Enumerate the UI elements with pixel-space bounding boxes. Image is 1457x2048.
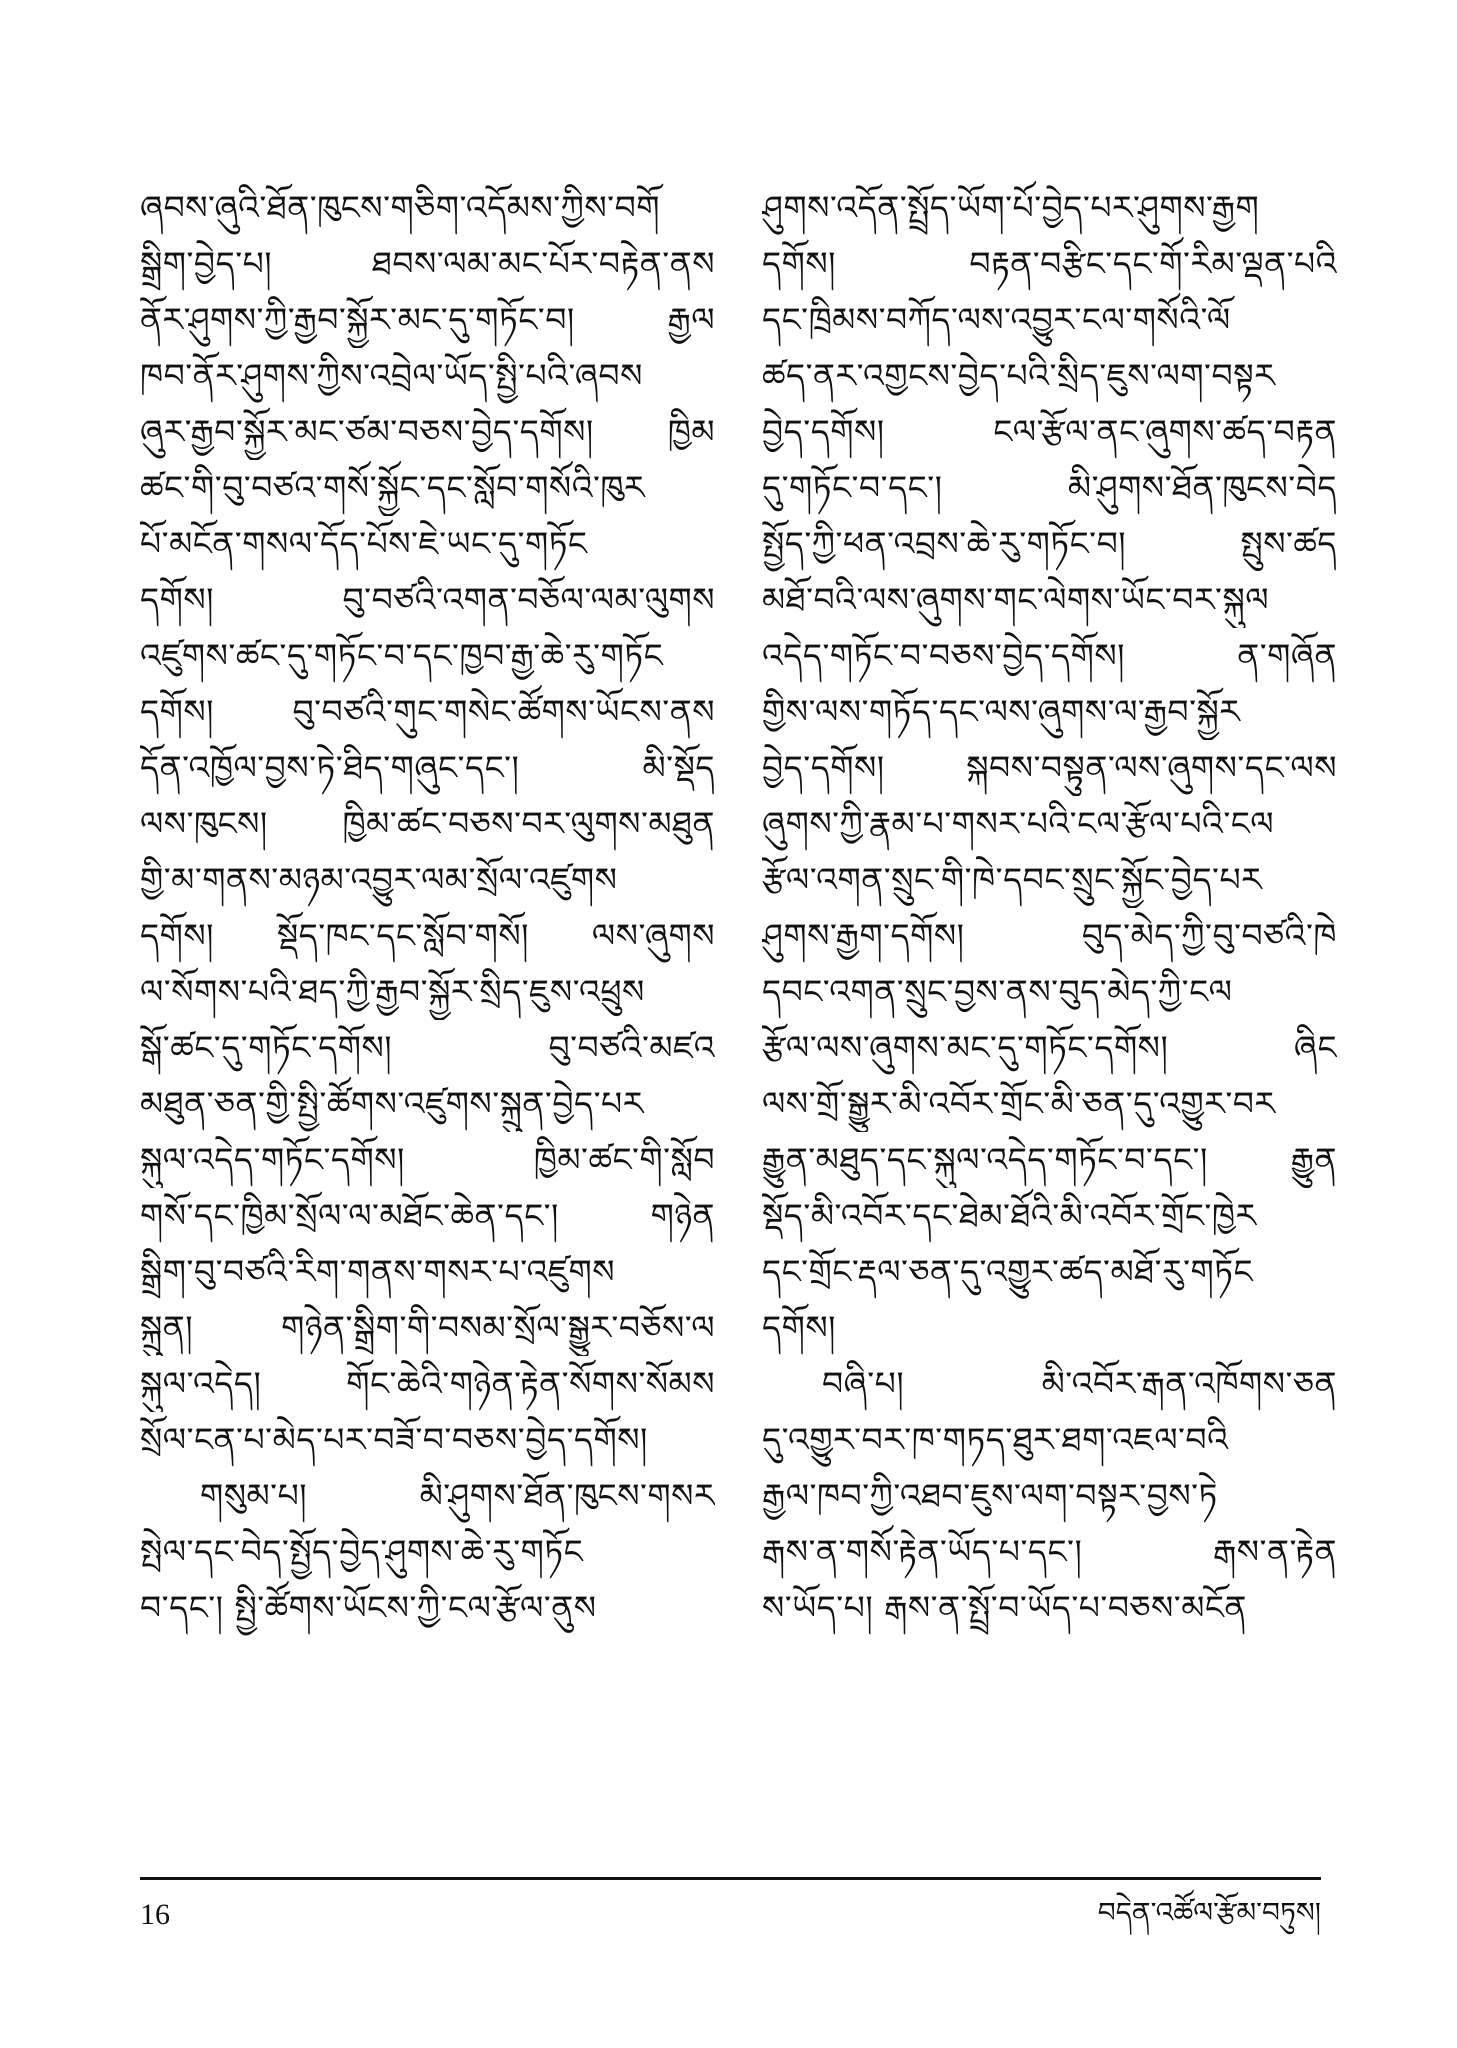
text-line: ནོར་ཤུགས་ཀྱི་རྒྱབ་སྐྱོར་མང་དུ་གཏོང་བ། རྒྱལ bbox=[140, 300, 715, 339]
text-line: སྒྲིག་བྱེད་པ། ཐབས་ལམ་མང་པོར་བརྟེན་ནས bbox=[140, 244, 715, 283]
text-line: གསོ་དང་ཁྱིམ་སྲོལ་ལ་མཐོང་ཆེན་དང་། གཉེན bbox=[140, 1196, 715, 1235]
text-line: འཛུགས་ཚང་དུ་གཏོང་བ་དང་ཁྱབ་རྒྱ་ཆེ་རུ་གཏོང bbox=[140, 636, 664, 675]
text-line: རྒྱལ་ཁབ་ཀྱི་འཐབ་ཇུས་ལག་བསྟར་བྱས་ཏེ bbox=[762, 1476, 1218, 1515]
text-line: མཐོ་བའི་ལས་ཞུགས་གང་ལེགས་ཡོང་བར་སྐུལ bbox=[762, 580, 1270, 619]
text-line: ཞུགས་ཀྱི་རྣམ་པ་གསར་པའི་ངལ་རྩོལ་པའི་ངལ bbox=[762, 804, 1275, 843]
text-line: པོ་མངོན་གསལ་དོད་པོས་ཇེ་ཡང་དུ་གཏོང bbox=[140, 524, 588, 563]
text-line: ཞབས་ཞུའི་ཐོན་ཁུངས་གཅིག་འདོམས་ཀྱིས་བགོ bbox=[140, 188, 660, 227]
text-line: དགོས། བུ་བཙའི་འགན་བཅོལ་ལམ་ལུགས bbox=[140, 580, 715, 619]
text-line: དང་གྲོང་རྡལ་ཅན་དུ་འགྱུར་ཚད་མཐོ་རུ་གཏོང bbox=[762, 1252, 1254, 1291]
text-line: གྱིས་ལས་གཏོད་དང་ལས་ཞུགས་ལ་རྒྱབ་སྐྱོར bbox=[762, 692, 1241, 731]
left-text-column bbox=[140, 180, 715, 1636]
text-line: མཐུན་ཅན་གྱི་སྤྱི་ཚོགས་འཛུགས་སྐྲུན་བྱེད་པར bbox=[140, 1084, 644, 1123]
text-line: ཞུར་རྒྱབ་སྐྱོར་མང་ཙམ་བཅས་བྱེད་དགོས། ཁྱིམ bbox=[140, 412, 715, 451]
text-line: གསུམ་པ། མི་ཤུགས་ཐོན་ཁུངས་གསར bbox=[200, 1476, 715, 1515]
text-line: དགོས། སྡོད་ཁང་དང་སློབ་གསོ། ལས་ཞུགས bbox=[140, 916, 715, 955]
text-line: བཞི་པ། མི་འབོར་རྒན་འཁོགས་ཅན bbox=[822, 1364, 1337, 1403]
footer-divider bbox=[140, 1877, 1321, 1880]
text-line: སྒྲིག་བུ་བཙའི་རིག་གནས་གསར་པ་འཛུགས bbox=[140, 1252, 616, 1291]
text-line: བ་དང་། སྤྱི་ཚོགས་ཡོངས་ཀྱི་ངལ་རྩོལ་ནུས bbox=[140, 1588, 597, 1627]
text-line: ཚང་གི་བུ་བཙའ་གསོ་སྐྱོང་དང་སློབ་གསོའི་ཁུར bbox=[140, 468, 646, 507]
text-line: ས་ཡོད་པ། རྒས་ན་སྤྲོ་བ་ཡོད་པ་བཅས་མངོན bbox=[762, 1588, 1247, 1627]
text-line: ལས་ཁུངས། ཁྱིམ་ཚང་བཅས་བར་ལུགས་མཐུན bbox=[140, 804, 715, 843]
right-text-column bbox=[762, 180, 1337, 1636]
text-line: སྐུལ་འདེད། གོང་ཆེའི་གཉེན་རྟེན་སོགས་སོམས bbox=[140, 1364, 715, 1403]
text-line: སྤྱོད་ཀྱི་ཕན་འབྲས་ཆེ་རུ་གཏོང་བ། སྤུས་ཚད bbox=[762, 524, 1337, 563]
text-line: སྐྲུན། གཉེན་སྒྲིག་གི་བསམ་སྲོལ་སྒྱུར་བཅོས་ལ bbox=[140, 1308, 715, 1347]
text-line: དུ་གཏོང་བ་དང་། མི་ཤུགས་ཐོན་ཁུངས་བེད bbox=[762, 468, 1337, 507]
running-title: བདེན་འཚོལ་རྩོམ་བཏུས། bbox=[1097, 1896, 1321, 1929]
text-line: ཚད་ནར་འགྱངས་བྱེད་པའི་སྲིད་ཇུས་ལག་བསྟར bbox=[762, 356, 1276, 395]
text-line: གྱི་མ་གནས་མཉམ་འབྱུར་ལམ་སྲོལ་འཛུགས bbox=[140, 860, 618, 899]
text-line: སྐུལ་འདེད་གཏོང་དགོས། ཁྱིམ་ཚང་གི་སློབ bbox=[140, 1140, 715, 1179]
text-line: འདེད་གཏོང་བ་བཅས་བྱེད་དགོས། ན་གཞོན bbox=[762, 636, 1337, 675]
text-line: ལ་སོགས་པའི་ཐད་ཀྱི་རྒྱབ་སྐྱོར་སྲིད་ཇུས་འཕྲུས bbox=[140, 972, 645, 1011]
text-line: སྲོལ་ངན་པ་མེད་པར་བཟོ་བ་བཅས་བྱེད་དགོས། bbox=[140, 1420, 648, 1459]
text-line: དགོས། བརྟན་བརྩིང་དང་གོ་རིམ་ལྡན་པའི bbox=[762, 244, 1337, 283]
text-line: བྱེད་དགོས། སྐབས་བསྟུན་ལས་ཞུགས་དང་ལས bbox=[762, 748, 1337, 787]
text-line: སྒོ་ཚང་དུ་གཏོང་དགོས། བུ་བཙའི་མཛའ bbox=[140, 1028, 715, 1067]
text-line: རྒྱུན་མཐུད་དང་སྐུལ་འདེད་གཏོང་བ་དང་། རྒྱུན bbox=[762, 1140, 1337, 1179]
text-line: ཤུགས་འདོན་སྤྲོད་ཡོག་པོ་བྱེད་པར་ཤུགས་རྒྱག bbox=[762, 188, 1260, 227]
text-line: སྤེལ་དང་བེད་སྤྱོད་བྱེད་ཤུགས་ཆེ་རུ་གཏོང bbox=[140, 1532, 584, 1571]
text-line: དང་ཁྲིམས་བཀོད་ལས་འབྱུར་ངལ་གསོའི་ལོ bbox=[762, 300, 1231, 339]
text-line: ཁབ་ནོར་ཤུགས་ཀྱིས་འབྲེལ་ཡོད་སྤྱི་པའི་ཞབས bbox=[140, 356, 643, 395]
text-line: སྡོད་མི་འབོར་དང་ཐེམ་ཐོའི་མི་འབོར་གྲོང་ཁྱེར bbox=[762, 1196, 1257, 1235]
text-line: ལས་གྲོ་སྒྱུར་མི་འབོར་གྲོང་མི་ཅན་དུ་འགྱུར་བར bbox=[762, 1084, 1276, 1123]
text-line: རྩོལ་འགན་སྲུང་གི་ཁེ་དབང་སྲུང་སྐྱོང་བྱེད་པར bbox=[762, 860, 1263, 899]
text-line: རྩོལ་ལས་ཞུགས་མང་དུ་གཏོང་དགོས། ཞིང bbox=[762, 1028, 1337, 1067]
text-line: དབང་འགན་སྲུང་བྱས་ནས་བུད་མེད་ཀྱི་ངལ bbox=[762, 972, 1233, 1011]
text-line: དགོས། བུ་བཙའི་གུང་གསེང་ཚོགས་ཡོངས་ནས bbox=[140, 692, 715, 731]
text-line: ཤུགས་རྒྱག་དགོས། བུད་མེད་ཀྱི་བུ་བཙའི་ཁེ bbox=[762, 916, 1337, 955]
text-line: བྱེད་དགོས། ངལ་རྩོལ་ནང་ཞུགས་ཚད་བརྟན bbox=[762, 412, 1337, 451]
page-number: 16 bbox=[140, 1898, 170, 1931]
text-line: རྒས་ན་གསོ་རྟེན་ཡོད་པ་དང་། རྒས་ན་རྟེན bbox=[762, 1532, 1337, 1571]
text-line: དོན་འཁྱོལ་བྱས་ཏེ་ཐིད་གཞུང་དང་། མི་སྡོད bbox=[140, 748, 715, 787]
text-line: དུ་འགྱུར་བར་ཁ་གཏད་ཐུར་ཐག་འཇལ་བའི bbox=[762, 1420, 1229, 1459]
text-line: དགོས། bbox=[762, 1308, 836, 1347]
